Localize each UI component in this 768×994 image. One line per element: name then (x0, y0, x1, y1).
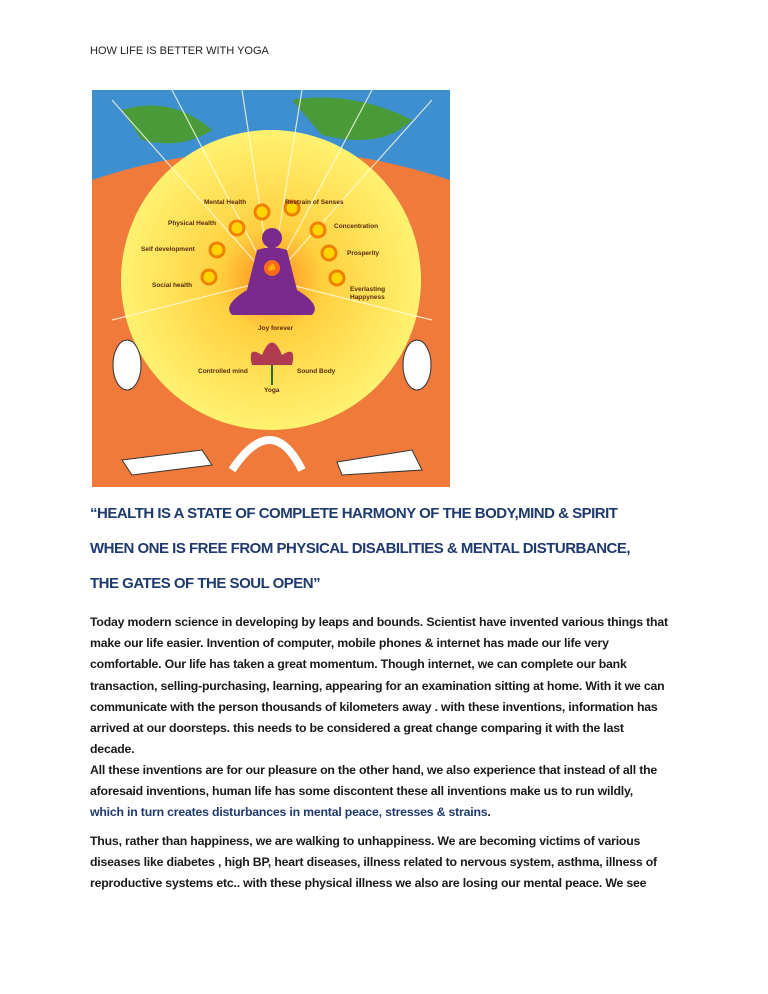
quote-line-2: WHEN ONE IS FREE FROM PHYSICAL DISABILITIES & MENTAL DISTURBANCE, (90, 540, 631, 557)
text-line: make our life easier. Invention of computer, mobile phones & internet has made our life very (90, 636, 609, 651)
text-line: Today modern science in developing by leaps and bounds. Scientist have invented various things that (90, 615, 668, 629)
text-line: aforesaid inventions, human life has some discontent these all inventions make us to run wildly, (90, 784, 633, 799)
svg-text:Physical Health: Physical Health (168, 220, 217, 227)
text-line: comfortable. Our life has taken a great momentum. Though internet, we can complete our bank (90, 657, 627, 672)
text-line (90, 802, 690, 823)
svg-text:Self development: Self development (141, 246, 195, 253)
paragraph-2 (90, 760, 690, 824)
text-line: arrived at our doorsteps. this needs to be considered a great change comparing it with the last (90, 720, 624, 735)
svg-text:Concentration: Concentration (334, 223, 379, 230)
quote-line-3: THE GATES OF THE SOUL OPEN” (90, 575, 321, 592)
svg-text:Social health: Social health (152, 282, 193, 289)
page-header: HOW LIFE IS BETTER WITH YOGA (90, 45, 269, 57)
svg-text:Mental Health: Mental Health (204, 199, 247, 206)
svg-text:Prosperity: Prosperity (347, 250, 380, 257)
paragraph-1 (90, 612, 690, 760)
quote-line-1: “HEALTH IS A STATE OF COMPLETE HARMONY OF THE BODY,MIND & SPIRIT (90, 505, 618, 522)
text-line: decade. (90, 742, 135, 757)
yoga-illustration (92, 90, 450, 487)
text-line: transaction, selling-purchasing, learning, appearing for an examination sitting at home. With it we can (90, 678, 665, 693)
text-line: All these inventions are for our pleasure on the other hand, we also experience that instead of all the (90, 763, 658, 777)
svg-text:Joy forever: Joy forever (258, 325, 294, 332)
period: . (487, 805, 491, 820)
svg-text:Yoga: Yoga (264, 387, 280, 394)
svg-text:Restrain of Senses: Restrain of Senses (285, 199, 344, 206)
svg-text:Happyness: Happyness (350, 294, 385, 301)
svg-text:ॐ: ॐ (268, 264, 276, 273)
svg-text:Controlled mind: Controlled mind (198, 368, 248, 375)
text-line: communicate with the person thousands of kilometers away . with these inventions, information has (90, 699, 658, 714)
paragraph-3 (90, 831, 690, 895)
svg-text:Sound Body: Sound Body (297, 368, 336, 375)
text-line: Thus, rather than happiness, we are walking to unhappiness. We are becoming victims of various (90, 834, 641, 848)
text-line: diseases like diabetes , high BP, heart diseases, illness related to nervous system, asthma, illness of (90, 855, 657, 870)
highlighted-text: which in turn creates disturbances in mental peace, stresses & strains (90, 805, 488, 820)
text-line: reproductive systems etc.. with these physical illness we also are losing our mental peace. We see (90, 876, 647, 891)
svg-text:Everlasting: Everlasting (350, 286, 386, 293)
